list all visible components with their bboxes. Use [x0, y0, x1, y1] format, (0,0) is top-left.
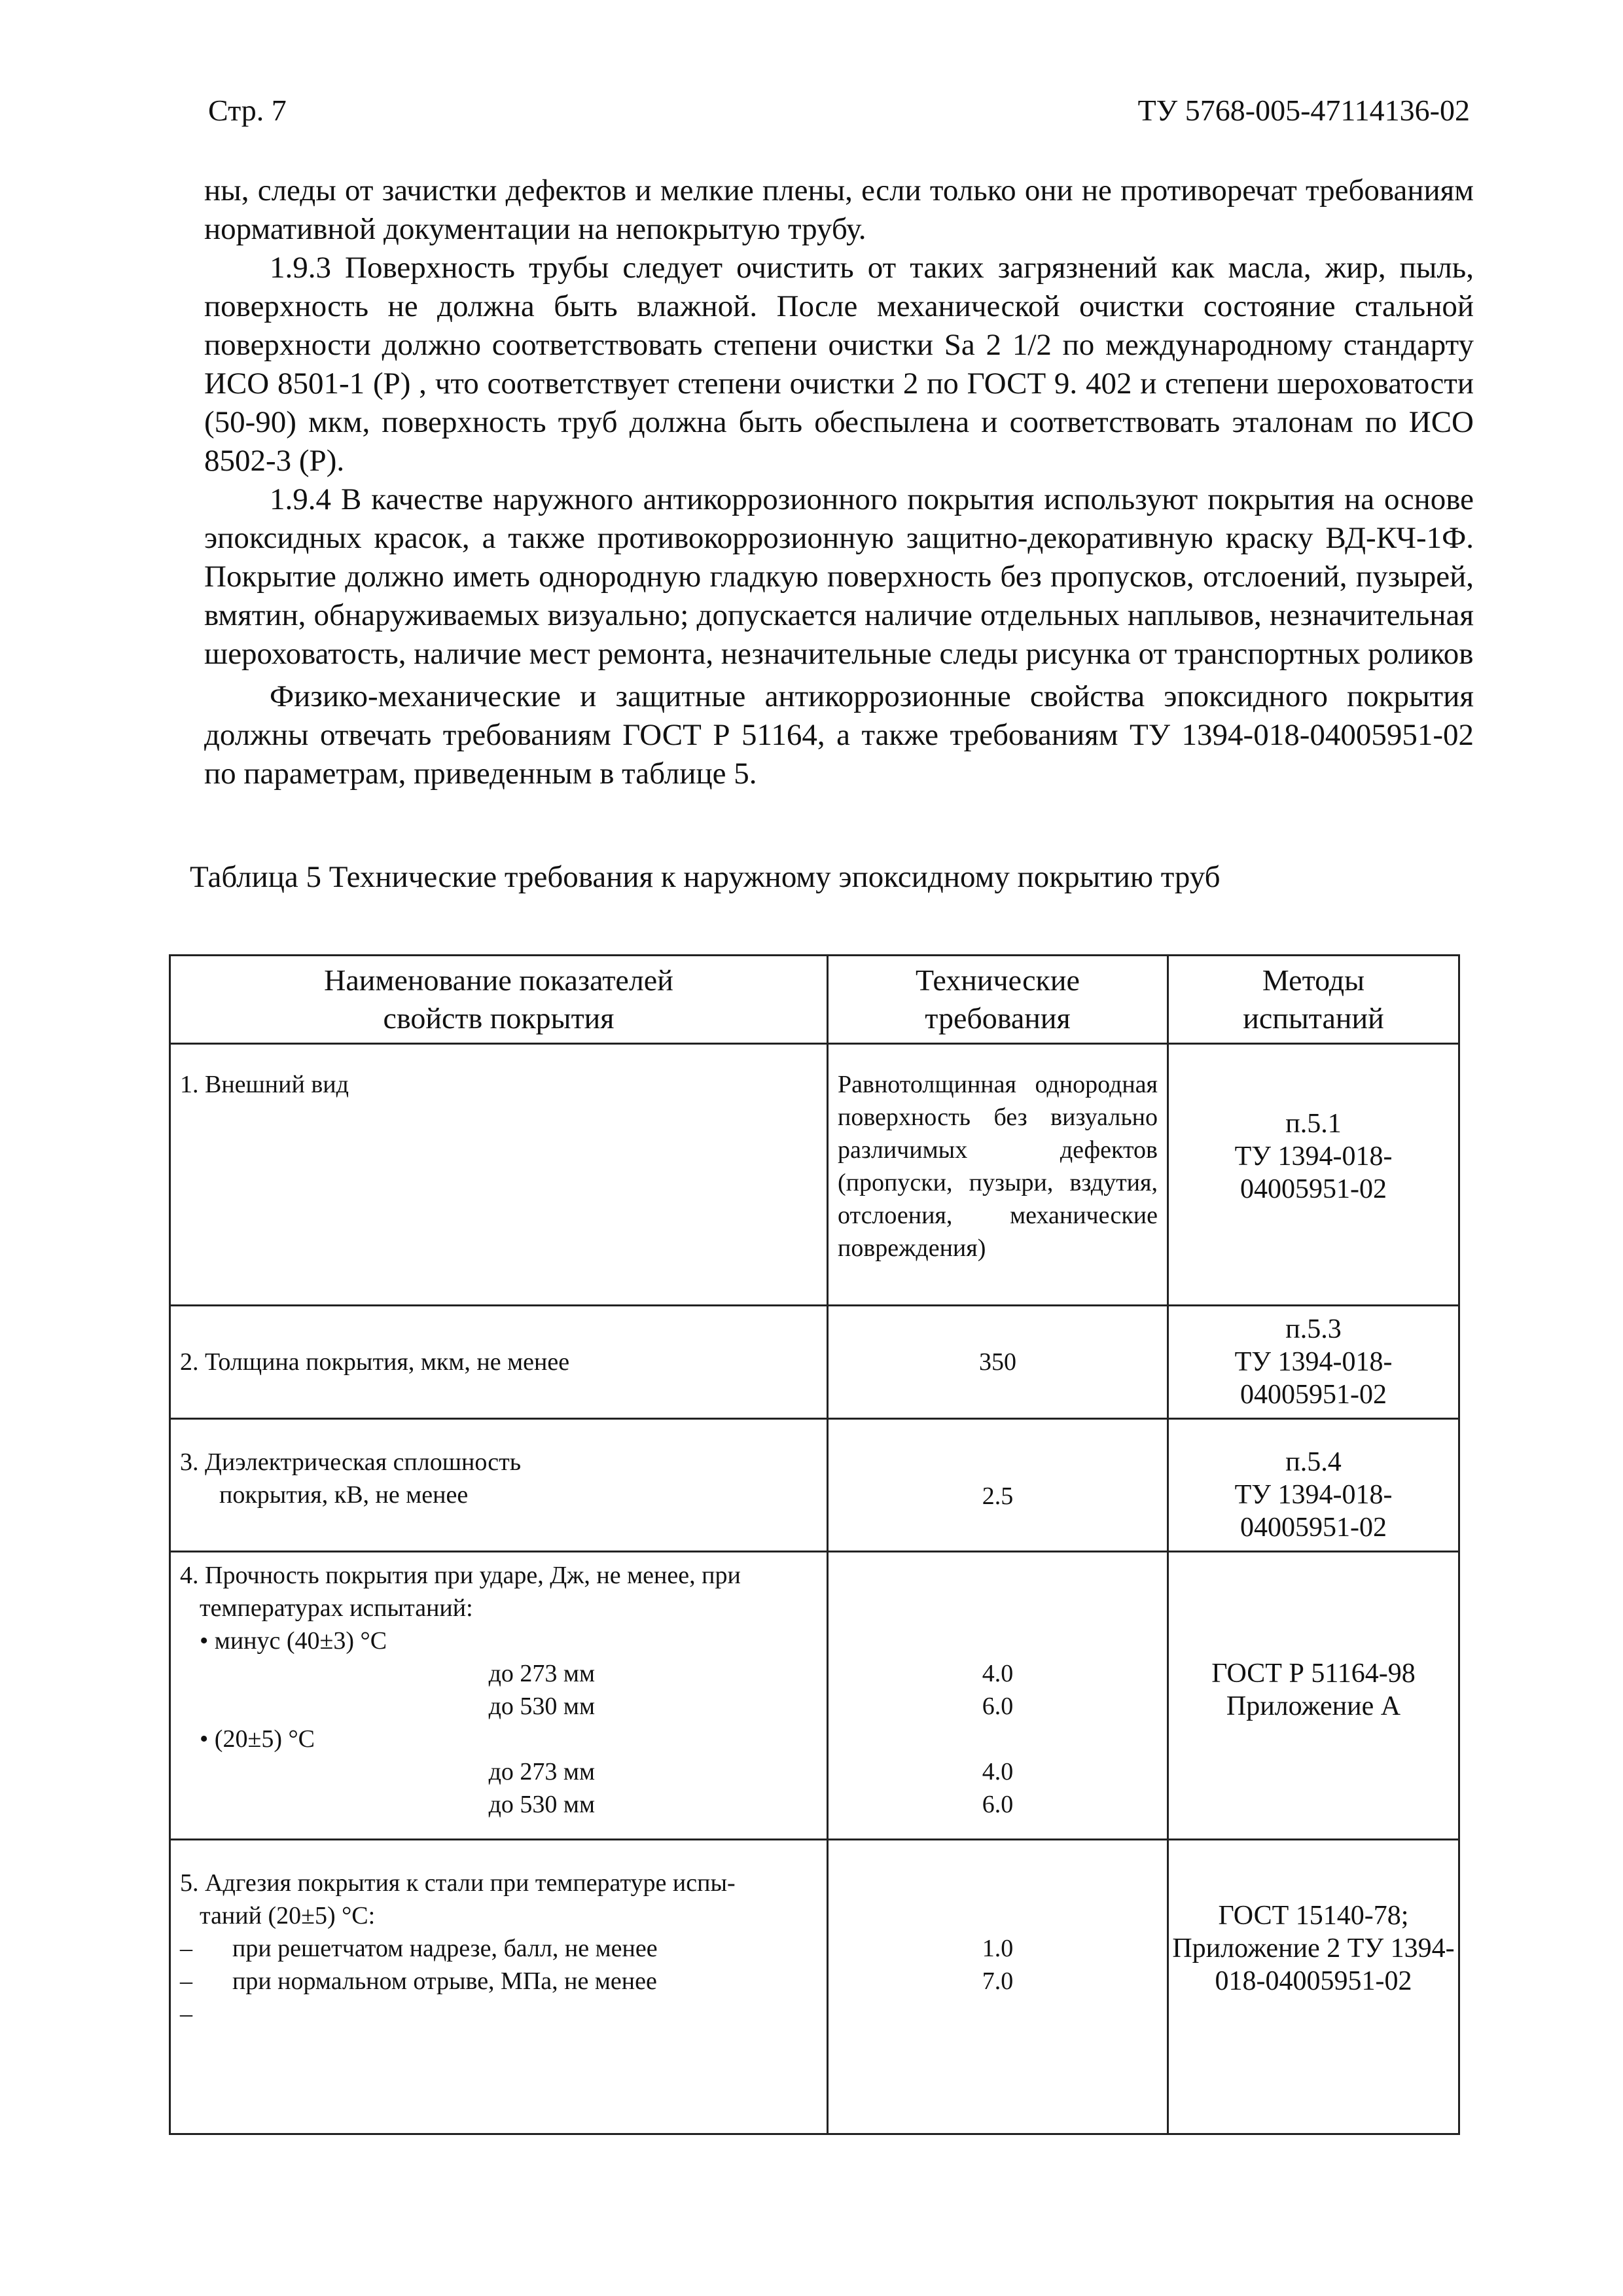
method-doc: ГОСТ 15140-78; — [1218, 1901, 1409, 1931]
paragraph-requirements: Физико-механические и защитные антикоррозионные свойства эпоксидного покрытия должны отвечать требованиям ГОСТ Р 51164, а также требованиям ТУ 1394-018-04005951-02 по параметрам, приведенным в таблице 5. — [204, 679, 1474, 791]
diameter-label: до 273 мм — [488, 1660, 595, 1687]
temperature-label: • минус (40±3) °С — [200, 1627, 387, 1655]
header-text: испытаний — [1243, 1001, 1384, 1035]
list-item — [180, 1998, 817, 2030]
header-property — [170, 956, 828, 1044]
list-item — [180, 1965, 817, 1998]
method-clause: п.5.1 — [1285, 1109, 1342, 1139]
requirement-value: 7.0 — [982, 1967, 1014, 1995]
property-line: температурах испытаний: — [200, 1594, 473, 1622]
requirement-value: 4.0 — [982, 1660, 1014, 1687]
dash-marker: – — [180, 1935, 192, 1962]
row-property: 1. Внешний вид — [170, 1044, 828, 1306]
requirement-value: 4.0 — [982, 1758, 1014, 1785]
header-text: Технические — [916, 963, 1080, 997]
requirements-table — [169, 954, 1460, 2135]
row-method — [1168, 1306, 1459, 1419]
requirement-value: 6.0 — [982, 1791, 1014, 1818]
row-method — [1168, 1840, 1459, 2134]
row-method — [1168, 1419, 1459, 1552]
header-text: Методы — [1262, 963, 1365, 997]
table-row — [170, 1419, 1459, 1552]
row-property — [170, 1840, 828, 2134]
header-text: свойств покрытия — [383, 1001, 615, 1035]
method-doc: ГОСТ Р 51164-98 — [1211, 1659, 1416, 1689]
document-code: ТУ 5768-005-47114136-02 — [1137, 94, 1470, 127]
method-doc: ТУ 1394-018-04005951-02 — [1234, 1347, 1393, 1410]
header-text: требования — [925, 1001, 1071, 1035]
row-requirement: 350 — [828, 1306, 1168, 1419]
header-methods — [1168, 956, 1459, 1044]
row-method — [1168, 1552, 1459, 1840]
table-caption: Таблица 5 Технические требования к наружному эпоксидному покрытию труб — [190, 860, 1221, 894]
diameter-label: до 273 мм — [488, 1758, 595, 1785]
property-line: 4. Прочность покрытия при ударе, Дж, не менее, при — [180, 1562, 741, 1589]
header-requirements — [828, 956, 1168, 1044]
requirement-value: 6.0 — [982, 1693, 1014, 1720]
table-row — [170, 1044, 1459, 1306]
property-line: 5. Адгезия покрытия к стали при температуре испы- — [180, 1869, 736, 1897]
body-text — [204, 171, 1474, 793]
row-property — [170, 1419, 828, 1552]
paragraph-1-9-3: 1.9.3 Поверхность трубы следует очистить от таких загрязнений как масла, жир, пыль, поверхность не должна быть влажной. После механической очистки состояние стальной поверхности должно соответствовать степени очистки Sa 2 1/2 по международному стандарту ИСО 8501-1 (Р) , что соответствует степени очистки 2 по ГОСТ 9. 402 и степени шероховатости (50-90) мкм, поверхность труб должна быть обеспылена и соответствовать эталонам по ИСО 8502-3 (Р). — [204, 251, 1474, 478]
table-row — [170, 1306, 1459, 1419]
paragraph-continuation: ны, следы от зачистки дефектов и мелкие плены, если только они не противоречат требованиям нормативной документации на непокрытую трубу. — [204, 173, 1474, 246]
row-requirement — [828, 1840, 1168, 2134]
page-number: Стр. 7 — [208, 94, 287, 127]
table-row — [170, 1552, 1459, 1840]
paragraph-1-9-4: 1.9.4 В качестве наружного антикоррозионного покрытия используют покрытия на основе эпоксидных красок, а также противокоррозионную защитно-декоративную краску ВД-КЧ-1Ф. Покрытие должно иметь однородную гладкую поверхность без пропусков, отслоений, пузырей, вмятин, обнаруживаемых визуально; допускается наличие отдельных наплывов, незначительная шероховатость, наличие мест ремонта, незначительные следы рисунка от транспортных роликов — [204, 482, 1474, 671]
row-requirement: 2.5 — [828, 1419, 1168, 1552]
method-doc: ТУ 1394-018-04005951-02 — [1234, 1480, 1393, 1543]
row-property: 2. Толщина покрытия, мкм, не менее — [170, 1306, 828, 1419]
property-line: 3. Диэлектрическая сплошность — [180, 1448, 522, 1476]
row-requirement: Равнотолщинная однородная поверхность без визуально различимых дефектов (пропуски, пузыри, вздутия, отслоения, механические повреждения) — [828, 1044, 1168, 1306]
temperature-label: • (20±5) °С — [200, 1725, 315, 1753]
method-appendix: Приложение А — [1226, 1691, 1401, 1721]
diameter-label: до 530 мм — [488, 1693, 595, 1720]
method-clause: п.5.4 — [1285, 1447, 1342, 1477]
table-header-row — [170, 956, 1459, 1044]
property-line: покрытия, кВ, не менее — [219, 1481, 469, 1509]
list-item-text: при решетчатом надрезе, балл, не менее — [232, 1935, 658, 1962]
row-property — [170, 1552, 828, 1840]
list-item — [180, 1932, 817, 1965]
property-line: таний (20±5) °С: — [200, 1902, 376, 1929]
table-row — [170, 1840, 1459, 2134]
diameter-label: до 530 мм — [488, 1791, 595, 1818]
row-requirement — [828, 1552, 1168, 1840]
header-text: Наименование показателей — [324, 963, 673, 997]
method-appendix: Приложение 2 ТУ 1394- — [1172, 1933, 1455, 1964]
method-clause: п.5.3 — [1285, 1314, 1342, 1344]
dash-marker: – — [180, 1967, 192, 1995]
method-doc: ТУ 1394-018-04005951-02 — [1234, 1141, 1393, 1204]
row-method — [1168, 1044, 1459, 1306]
method-doc: 018-04005951-02 — [1215, 1966, 1412, 1996]
requirement-value: 1.0 — [982, 1935, 1014, 1962]
dash-marker: – — [180, 2000, 192, 2028]
list-item-text: при нормальном отрыве, МПа, не менее — [232, 1967, 657, 1995]
